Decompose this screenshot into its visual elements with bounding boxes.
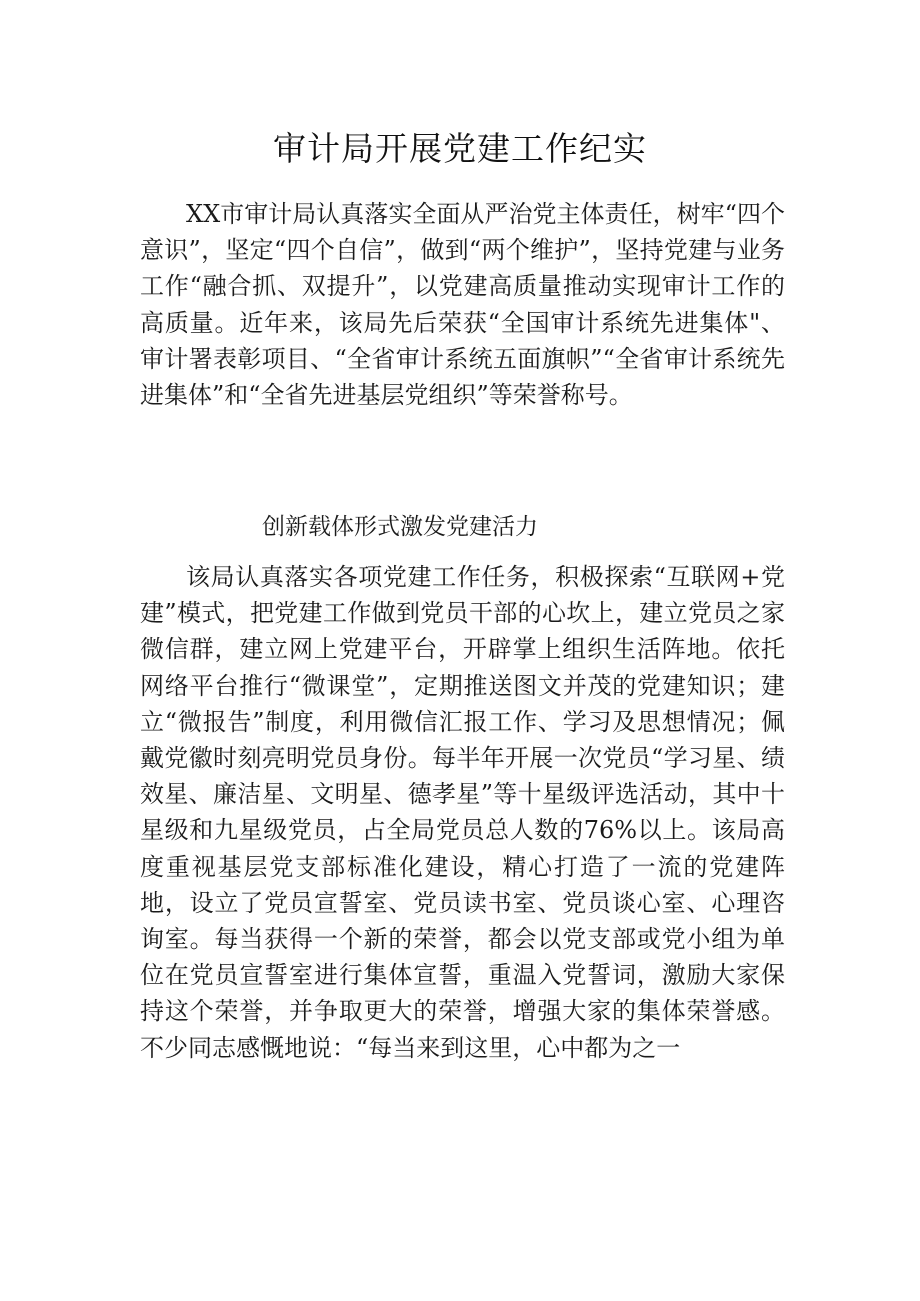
- section-subheading: 创新载体形式激发党建活力: [262, 514, 538, 540]
- intro-paragraph: XX市审计局认真落实全面从严治党主体责任，树牢“四个意识”，坚定“四个自信”，做到“两个维护”，坚持党建与业务工作“融合抓、双提升”，以党建高质量推动实现审计工作的高质量。近年来，该局先后荣获“全国审计系统先进集体"、审计署表彰项目、“全省审计系统五面旗帜”“全省审计系统先进集体”和“全省先进基层党组织”等荣誉称号。: [140, 200, 785, 410]
- section-paragraph: 该局认真落实各项党建工作任务，积极探索“互联网+党建”模式，把党建工作做到党员干部的心坎上，建立党员之家微信群，建立网上党建平台，开辟掌上组织生活阵地。依托网络平台推行“微课堂”，定期推送图文并茂的党建知识；建立“微报告”制度，利用微信汇报工作、学习及思想情况；佩戴党徽时刻亮明党员身份。每半年开展一次党员“学习星、绩效星、廉洁星、文明星、德孝星”等十星级评选活动，其中十星级和九星级党员，占全局党员总人数的76%以上。该局高度重视基层党支部标准化建设，精心打造了一流的党建阵地，设立了党员宣誓室、党员读书室、党员谈心室、心理咨询室。每当获得一个新的荣誉，都会以党支部或党小组为单位在党员宣誓室进行集体宣誓，重温入党誓词，激励大家保持这个荣誉，并争取更大的荣誉，增强大家的集体荣誉感。不少同志感慨地说：“每当来到这里，心中都为之一: [140, 563, 785, 1062]
- document-title: 审计局开展党建工作纪实: [273, 129, 647, 168]
